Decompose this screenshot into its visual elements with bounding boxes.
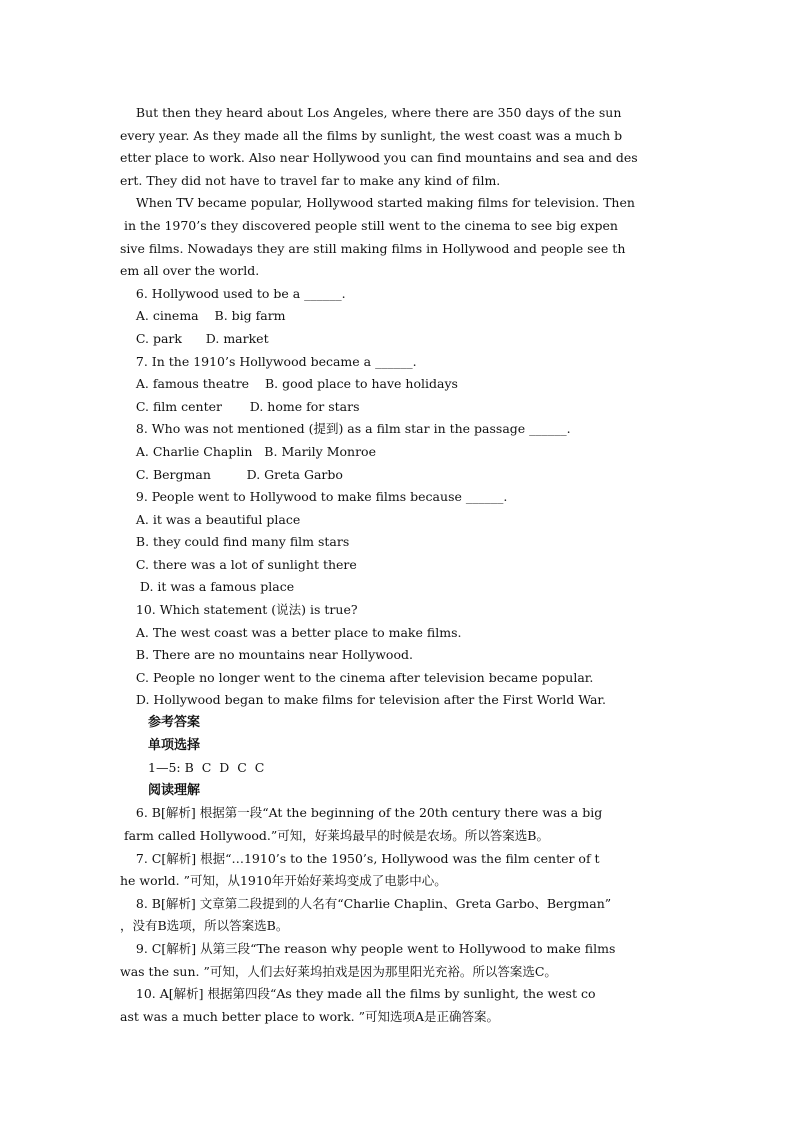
- explanation-line: ，没有B选项，所以答案选B。: [120, 918, 289, 934]
- question-option: C. film center D. home for stars: [120, 398, 360, 414]
- question-stem: 7. In the 1910’s Hollywood became a ______.: [120, 353, 417, 369]
- question-option: C. park D. market: [120, 330, 269, 346]
- explanation-line: 9. C[解析] 从第三段“The reason why people went to Hollywood to make films: [120, 940, 616, 956]
- question-option: B. they could find many film stars: [120, 534, 350, 550]
- document-page: [120, 102, 676, 1028]
- question-10: [120, 599, 676, 712]
- question-option: A. famous theatre B. good place to have holidays: [120, 376, 458, 392]
- answer-heading: 参考答案: [148, 715, 201, 731]
- text-line: But then they heard about Los Angeles, where there are 350 days of the sun: [120, 105, 622, 120]
- text-line: sive films. Nowadays they are still making films in Hollywood and people see th: [120, 240, 626, 256]
- explanation-line: he world. ”可知，从1910年开始好莱坞变成了电影中心。: [120, 873, 447, 889]
- text-line: When TV became popular, Hollywood started making films for television. Then: [120, 195, 635, 211]
- question-option: D. it was a famous place: [120, 579, 295, 595]
- question-9: [120, 486, 676, 599]
- question-stem: 10. Which statement (说法) is true?: [120, 602, 358, 618]
- answer-key: [120, 712, 676, 1028]
- question-option: C. People no longer went to the cinema after television became popular.: [120, 669, 594, 685]
- explanation-line: farm called Hollywood.”可知，好莱坞最早的时候是农场。所以答案选B。: [120, 828, 549, 843]
- explanation-line: 8. B[解析] 文章第二段提到的人名有“Charlie Chaplin、Greta Garbo、Bergman”: [120, 895, 612, 911]
- section-answers: 1—5: B C D C C: [148, 760, 265, 776]
- explanation-line: ast was a much better place to work. ”可知选项A是正确答案。: [120, 1008, 500, 1024]
- question-option: D. Hollywood began to make films for television after the First World War.: [120, 692, 607, 708]
- question-option: A. Charlie Chaplin B. Marily Monroe: [120, 443, 376, 459]
- question-7: [120, 351, 676, 419]
- explanation-line: 6. B[解析] 根据第一段“At the beginning of the 20th century there was a big: [120, 805, 603, 821]
- question-option: A. cinema B. big farm: [120, 308, 286, 324]
- question-6: [120, 283, 676, 351]
- text-line: etter place to work. Also near Hollywood you can find mountains and sea and des: [120, 150, 638, 166]
- text-line: every year. As they made all the films by sunlight, the west coast was a much b: [120, 127, 623, 143]
- question-stem: 6. Hollywood used to be a ______.: [120, 285, 346, 301]
- question-option: C. there was a lot of sunlight there: [120, 556, 357, 572]
- passage-paragraph-4: [120, 192, 676, 282]
- text-line: ert. They did not have to travel far to make any kind of film.: [120, 172, 501, 188]
- question-stem: 8. Who was not mentioned (提到) as a film star in the passage ______.: [120, 421, 571, 437]
- question-option: B. There are no mountains near Hollywood.: [120, 647, 413, 663]
- explanation-line: 7. C[解析] 根据“…1910’s to the 1950’s, Hollywood was the film center of t: [120, 850, 600, 866]
- passage-paragraph-3: [120, 102, 676, 192]
- question-8: [120, 418, 676, 486]
- question-option: A. it was a beautiful place: [120, 511, 301, 527]
- section-heading: 阅读理解: [148, 782, 201, 798]
- text-line: in the 1970’s they discovered people still went to the cinema to see big expen: [120, 217, 618, 233]
- explanation-line: was the sun. ”可知，人们去好莱坞拍戏是因为那里阳光充裕。所以答案选C。: [120, 963, 557, 979]
- question-stem: 9. People went to Hollywood to make films because ______.: [120, 489, 508, 505]
- question-option: A. The west coast was a better place to make films.: [120, 624, 462, 640]
- text-line: em all over the world.: [120, 263, 260, 279]
- explanation-line: 10. A[解析] 根据第四段“As they made all the films by sunlight, the west co: [120, 986, 596, 1002]
- question-option: C. Bergman D. Greta Garbo: [120, 466, 343, 482]
- section-heading: 单项选择: [148, 737, 201, 753]
